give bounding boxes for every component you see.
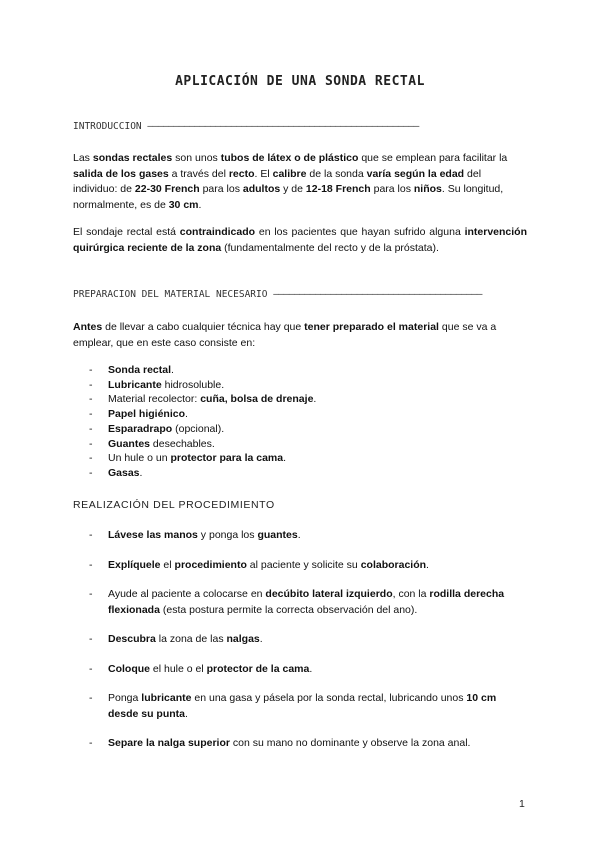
text: que se emplean para facilitar la: [358, 152, 508, 164]
bold-text: recto: [228, 167, 255, 180]
procedure-step: [73, 691, 527, 722]
bold-text: adultos: [242, 183, 281, 195]
text: Ayude al paciente a colocarse en: [108, 588, 266, 600]
section-heading-introduction: [73, 121, 533, 132]
text: .: [139, 466, 143, 479]
procedure-step: [73, 736, 527, 752]
text: . El: [254, 167, 273, 180]
bold-text: nalgas: [226, 633, 260, 645]
bold-text: 10 cm desde su punta: [108, 692, 497, 720]
intro-paragraph-1: [73, 151, 527, 213]
material-intro-paragraph: [73, 320, 527, 351]
text: la zona de las: [155, 633, 227, 645]
procedure-step: [73, 632, 527, 648]
text: .: [313, 393, 317, 406]
text: .: [297, 529, 301, 541]
text: (fundamentalmente del recto y de la próstata).: [221, 241, 439, 254]
section-heading-procedure: REALIZACIÓN DEL PROCEDIMIENTO: [73, 499, 275, 511]
text: son unos: [172, 152, 221, 164]
procedure-step: [73, 558, 527, 574]
text: para los: [370, 183, 414, 195]
text: y de: [280, 183, 306, 195]
text: de llevar a cabo cualquier técnica hay que: [102, 321, 305, 333]
bold-text: sondas rectales: [92, 152, 173, 164]
text: Las: [73, 152, 93, 164]
procedure-steps-list: [73, 528, 527, 766]
bold-text: Lávese las manos: [108, 529, 198, 541]
text: de la sonda: [306, 167, 367, 180]
intro-paragraph-2: [73, 225, 527, 256]
section-heading-material: [73, 289, 533, 300]
bold-text: intervención quirúrgica reciente de la zona: [73, 226, 528, 254]
text: el hule o el: [150, 662, 207, 675]
text: .: [283, 452, 287, 465]
text: . Su longitud, normalmente, es de: [73, 183, 504, 211]
bold-text: Explíquele: [108, 558, 161, 571]
text: con su mano no dominante y observe la zona anal.: [229, 737, 471, 749]
bold-text: Coloque: [108, 662, 150, 675]
heading-rule: ––––––––––––––––––––––––––––––––––––––––: [273, 289, 482, 300]
bold-text: calibre: [272, 167, 307, 180]
bold-text: tener preparado el material: [304, 321, 439, 333]
text: .: [259, 633, 263, 645]
text: a través del: [168, 167, 229, 180]
bold-text: rodilla derecha flexionada: [108, 588, 505, 616]
bold-text: colaboración: [360, 558, 427, 571]
text: .: [185, 707, 188, 720]
material-list-item: [73, 378, 316, 393]
bold-text: niños: [413, 183, 442, 195]
page-number: 1: [519, 798, 525, 810]
procedure-step: [73, 528, 527, 544]
material-list-item: [73, 363, 316, 378]
text: .: [426, 558, 429, 571]
text: .: [185, 408, 188, 421]
bold-text: guantes: [257, 529, 298, 541]
bold-text: protector de la cama: [206, 662, 310, 675]
bold-text: decúbito lateral izquierdo: [265, 588, 393, 600]
bold-text: tubos de látex o de plástico: [220, 152, 359, 164]
bold-text: contraindicado: [179, 226, 256, 238]
material-list-item: [73, 407, 316, 422]
material-list-item: [73, 466, 316, 481]
text: El sondaje rectal está: [73, 226, 180, 238]
text: y ponga los: [197, 529, 258, 541]
bold-text: Sonda rectal: [108, 364, 172, 376]
text: (esta postura permite la correcta observación del ano).: [159, 603, 418, 616]
procedure-step: [73, 587, 527, 618]
bold-text: lubricante: [141, 692, 192, 704]
bold-text: procedimiento: [174, 558, 247, 571]
text: en una gasa y pásela por la sonda rectal, lubricando unos: [191, 692, 467, 704]
bold-text: Gasas: [108, 466, 140, 479]
text: Ponga: [108, 692, 142, 704]
text: hidrosoluble.: [161, 378, 225, 391]
heading-rule: ––––––––––––––––––––––––––––––––––––––––––––––––––––: [147, 121, 419, 132]
text: .: [171, 364, 174, 376]
text: desechables.: [150, 437, 215, 450]
text: del individuo: de: [73, 167, 482, 195]
text: (opcional).: [172, 422, 225, 435]
material-list-item: [73, 392, 316, 407]
material-list-item: [73, 437, 316, 452]
bold-text: 30 cm: [168, 198, 199, 211]
text: , con la: [392, 588, 430, 600]
bold-text: Separe la nalga superior: [108, 737, 230, 749]
bold-text: Descubra: [108, 633, 156, 645]
text: en los pacientes que hayan sufrido alguna: [255, 226, 465, 238]
text: Material recolector:: [108, 393, 201, 406]
section-heading-label: PREPARACIÓN DEL MATERIAL NECESARIO: [73, 289, 268, 300]
bold-text: Lubricante: [108, 378, 162, 391]
bold-text: 12-18 French: [305, 183, 371, 195]
bold-text: salida de los gases: [73, 167, 169, 180]
material-list-item: [73, 451, 316, 466]
text: .: [198, 198, 202, 211]
bold-text: varía según la edad: [366, 167, 465, 180]
material-list: [73, 363, 316, 481]
page-title: APLICACIÓN DE UNA SONDA RECTAL: [175, 74, 425, 89]
bold-text: Antes: [73, 321, 103, 333]
text: Un hule o un: [108, 452, 171, 465]
text: .: [309, 662, 313, 675]
text: al paciente y solicite su: [246, 558, 361, 571]
bold-text: cuña, bolsa de drenaje: [200, 393, 314, 406]
bold-text: 22-30 French: [134, 183, 200, 195]
procedure-step: [73, 662, 527, 678]
bold-text: Papel higiénico: [108, 408, 186, 421]
text: para los: [199, 183, 243, 195]
bold-text: Esparadrapo: [108, 422, 173, 435]
text: el: [160, 558, 175, 571]
section-heading-label: INTRODUCCIÓN: [73, 121, 142, 132]
bold-text: Guantes: [108, 437, 151, 450]
material-list-item: [73, 422, 316, 437]
text: que se va a emplear, que en este caso consiste en:: [73, 321, 497, 349]
bold-text: protector para la cama: [170, 452, 284, 465]
